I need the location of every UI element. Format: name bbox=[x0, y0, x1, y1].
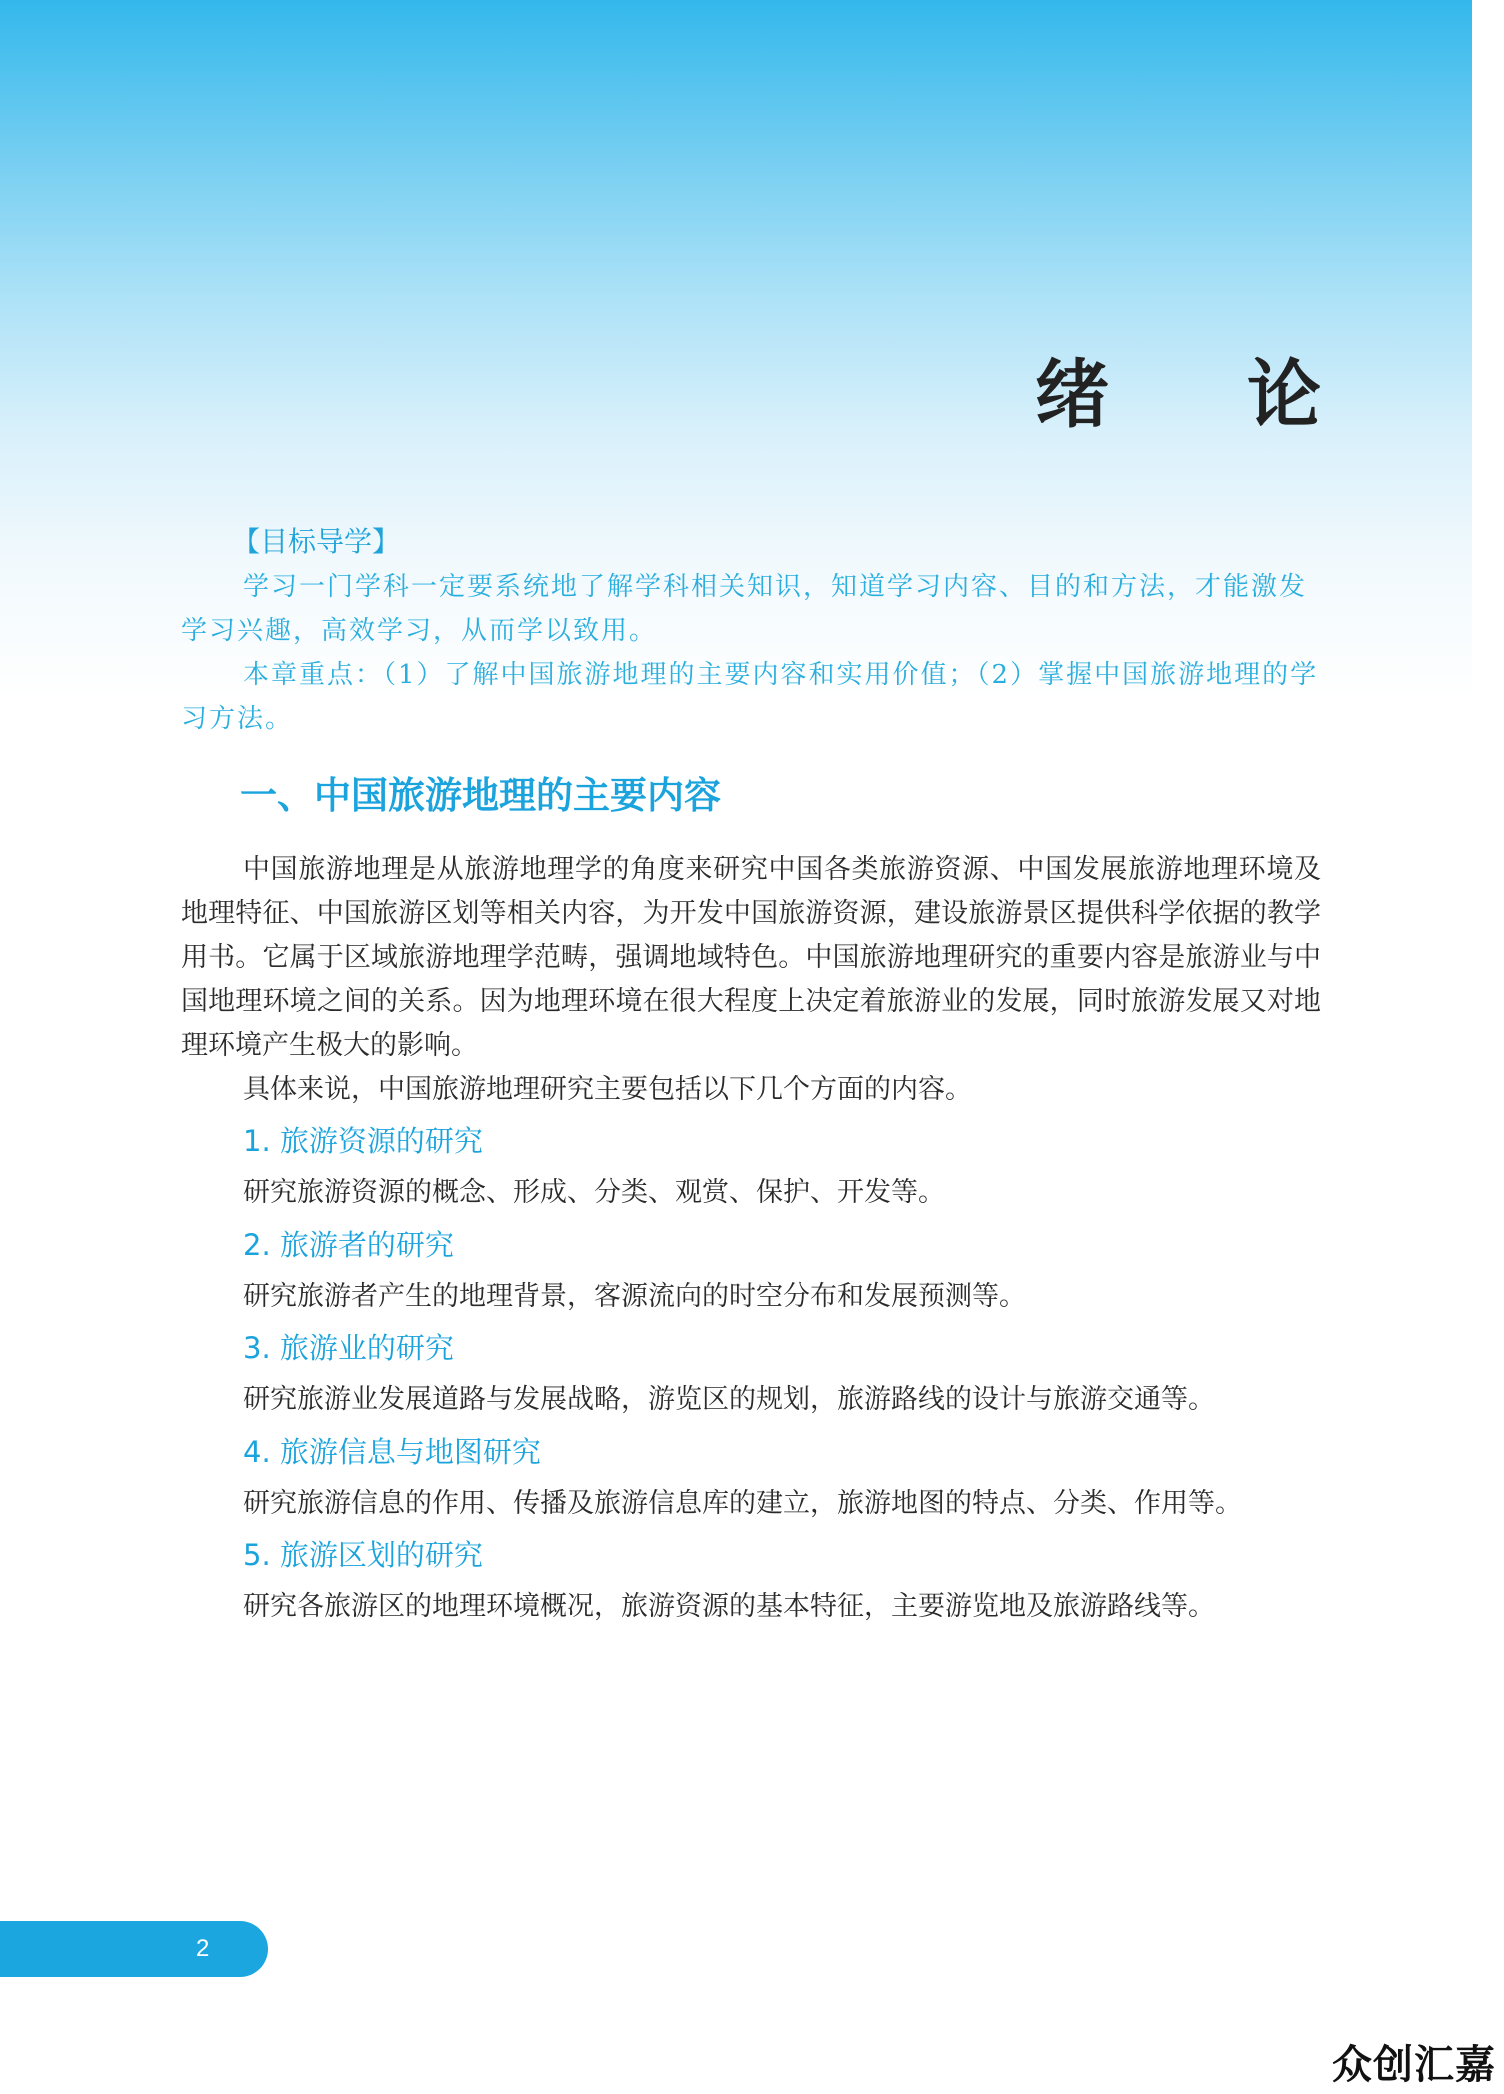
item-text-2: 研究旅游者产生的地理背景，客源流向的时空分布和发展预测等。 bbox=[243, 1281, 1026, 1312]
watermark-logo: 众创汇嘉 bbox=[1332, 2042, 1496, 2088]
item-text-4: 研究旅游信息的作用、传播及旅游信息库的建立，旅游地图的特点、分类、作用等。 bbox=[243, 1488, 1242, 1519]
item-text-1: 研究旅游资源的概念、形成、分类、观赏、保护、开发等。 bbox=[243, 1177, 945, 1208]
guide-paragraph-2: 本章重点：（1）了解中国旅游地理的主要内容和实用价值；（2）掌握中国旅游地理的学习方法。 bbox=[181, 660, 1319, 734]
item-heading-1: 1. 旅游资源的研究 bbox=[243, 1124, 483, 1158]
section-heading: 一、中国旅游地理的主要内容 bbox=[240, 774, 721, 817]
item-heading-5: 5. 旅游区划的研究 bbox=[243, 1538, 483, 1572]
chapter-title: 绪论 bbox=[1035, 352, 1459, 438]
page-margin-strip bbox=[1472, 0, 1504, 2094]
item-heading-2: 2. 旅游者的研究 bbox=[243, 1228, 454, 1262]
item-heading-3: 3. 旅游业的研究 bbox=[243, 1331, 454, 1365]
item-text-5: 研究各旅游区的地理环境概况，旅游资源的基本特征，主要游览地及旅游路线等。 bbox=[243, 1591, 1215, 1622]
page-number: 2 bbox=[196, 1935, 210, 1962]
guide-paragraph-1: 学习一门学科一定要系统地了解学科相关知识，知道学习内容、目的和方法，才能激发学习兴趣，高效学习，从而学以致用。 bbox=[181, 572, 1308, 646]
item-text-3: 研究旅游业发展道路与发展战略，游览区的规划，旅游路线的设计与旅游交通等。 bbox=[243, 1384, 1215, 1415]
page-number-tab bbox=[0, 1921, 268, 1977]
section-paragraph-2: 具体来说，中国旅游地理研究主要包括以下几个方面的内容。 bbox=[243, 1074, 972, 1105]
guide-heading: 【目标导学】 bbox=[232, 525, 401, 558]
section-paragraph-1: 中国旅游地理是从旅游地理学的角度来研究中国各类旅游资源、中国发展旅游地理环境及地理特征、中国旅游区划等相关内容，为开发中国旅游资源，建设旅游景区提供科学依据的教学用书。它属于区域旅游地理学范畴，强调地域特色。中国旅游地理研究的重要内容是旅游业与中国地理环境之间的关系。因为地理环境在很大程度上决定着旅游业的发展，同时旅游发展又对地理环境产生极大的影响。 bbox=[181, 854, 1321, 1061]
item-heading-4: 4. 旅游信息与地图研究 bbox=[243, 1435, 541, 1469]
